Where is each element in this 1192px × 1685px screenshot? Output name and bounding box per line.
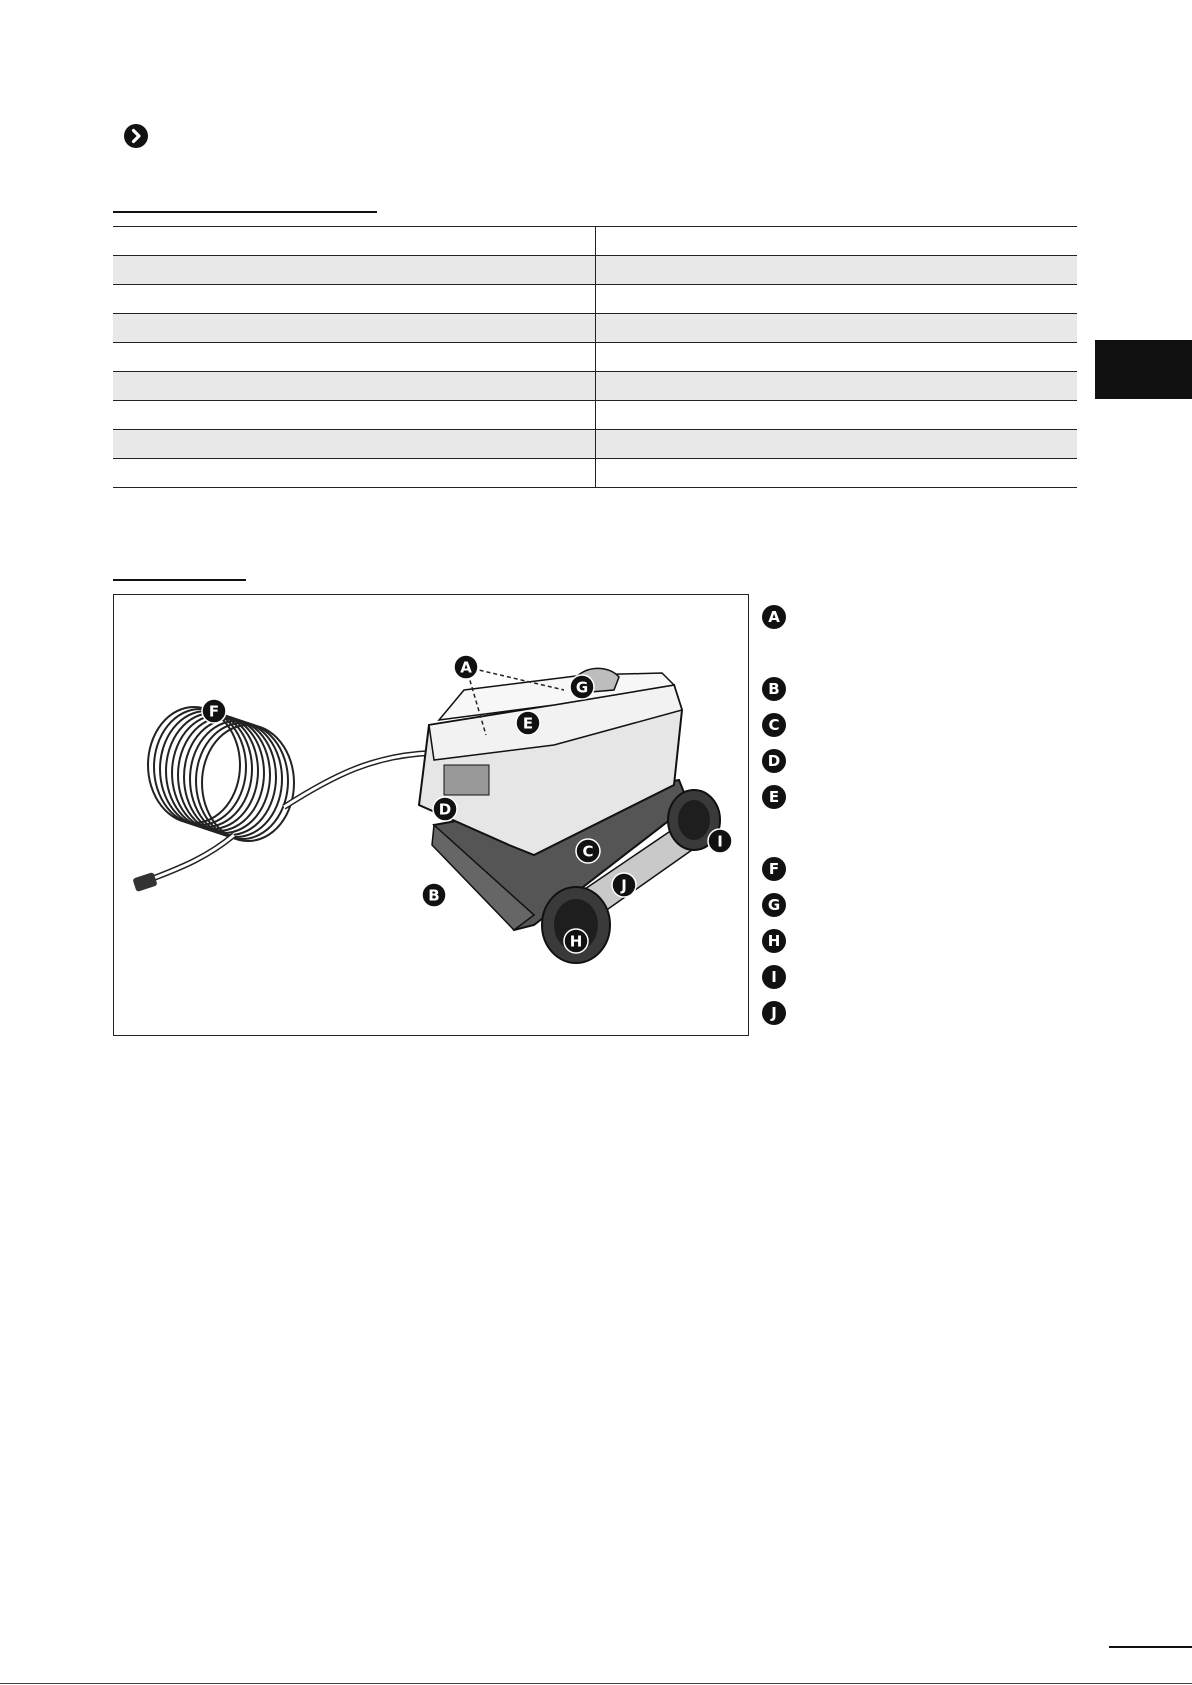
spec-label-cell — [113, 401, 596, 430]
spec-label-cell — [113, 459, 596, 488]
figure-callout-g — [570, 675, 594, 699]
section-heading-rule-components — [113, 579, 246, 581]
legend-item-e — [762, 785, 788, 811]
page-bottom-rule — [0, 1683, 1192, 1684]
spec-value-cell — [596, 401, 1078, 430]
figure-callout-d — [433, 797, 457, 821]
spec-row — [113, 343, 1077, 372]
legend-letter-badge: F — [762, 857, 786, 881]
figure-callout-f — [202, 699, 226, 723]
chevron-right-circle-icon — [124, 124, 148, 148]
spec-label-cell — [113, 227, 596, 256]
legend-letter-badge: I — [762, 965, 786, 989]
legend-letter-badge: G — [762, 893, 786, 917]
figure-callout-h — [564, 929, 588, 953]
cable-lead — [149, 835, 234, 880]
figure-callout-e — [516, 711, 540, 735]
chapter-tab — [1095, 340, 1192, 399]
spec-row — [113, 227, 1077, 256]
spec-value-cell — [596, 430, 1078, 459]
svg-text:D: D — [438, 800, 452, 819]
spec-value-cell — [596, 256, 1078, 285]
spec-value-cell — [596, 314, 1078, 343]
legend-letter-badge: J — [762, 1001, 786, 1025]
spec-row — [113, 459, 1077, 488]
figure-callout-c — [576, 839, 600, 863]
spec-row — [113, 372, 1077, 401]
spec-row — [113, 430, 1077, 459]
figure-callout-a — [454, 655, 478, 679]
figure-callout-i — [708, 829, 732, 853]
cable-coil — [148, 707, 294, 841]
svg-text:H: H — [569, 932, 583, 951]
spec-row — [113, 401, 1077, 430]
legend-item-j — [762, 1001, 788, 1027]
svg-text:A: A — [460, 658, 472, 677]
svg-text:B: B — [428, 886, 440, 905]
cable-to-robot — [284, 753, 432, 807]
robot-illustration — [114, 595, 748, 1035]
svg-text:F: F — [208, 702, 220, 721]
svg-text:G: G — [575, 678, 589, 697]
legend-item-d — [762, 749, 788, 775]
spec-table — [113, 226, 1077, 488]
spec-value-cell — [596, 372, 1078, 401]
legend-item-i — [762, 965, 788, 991]
robot-figure — [113, 594, 749, 1036]
legend-letter-badge: D — [762, 749, 786, 773]
spec-value-cell — [596, 459, 1078, 488]
section-heading-rule-specs — [113, 211, 377, 213]
legend-letter-badge: H — [762, 929, 786, 953]
spec-row — [113, 285, 1077, 314]
spec-label-cell — [113, 343, 596, 372]
spec-row — [113, 314, 1077, 343]
page-number-rule — [1109, 1646, 1192, 1648]
spec-value-cell — [596, 343, 1078, 372]
legend-item-b — [762, 677, 788, 703]
spec-row — [113, 256, 1077, 285]
legend-item-g — [762, 893, 788, 919]
legend-item-a — [762, 605, 788, 631]
legend-letter-badge: B — [762, 677, 786, 701]
figure-callout-b — [422, 883, 446, 907]
svg-text:J: J — [621, 876, 627, 895]
legend-letter-badge: E — [762, 785, 786, 809]
spec-label-cell — [113, 256, 596, 285]
spec-label-cell — [113, 285, 596, 314]
figure-callout-j — [612, 873, 636, 897]
legend-item-c — [762, 713, 788, 739]
svg-text:E: E — [522, 714, 534, 733]
legend-item-h — [762, 929, 788, 955]
legend-item-f — [762, 857, 788, 883]
legend-letter-badge: A — [762, 605, 786, 629]
legend-letter-badge: C — [762, 713, 786, 737]
cable-connector — [132, 872, 157, 892]
spec-label-cell — [113, 314, 596, 343]
svg-text:C: C — [582, 842, 594, 861]
svg-text:I: I — [717, 832, 723, 851]
spec-label-cell — [113, 430, 596, 459]
spec-label-cell — [113, 372, 596, 401]
spec-value-cell — [596, 285, 1078, 314]
spec-value-cell — [596, 227, 1078, 256]
